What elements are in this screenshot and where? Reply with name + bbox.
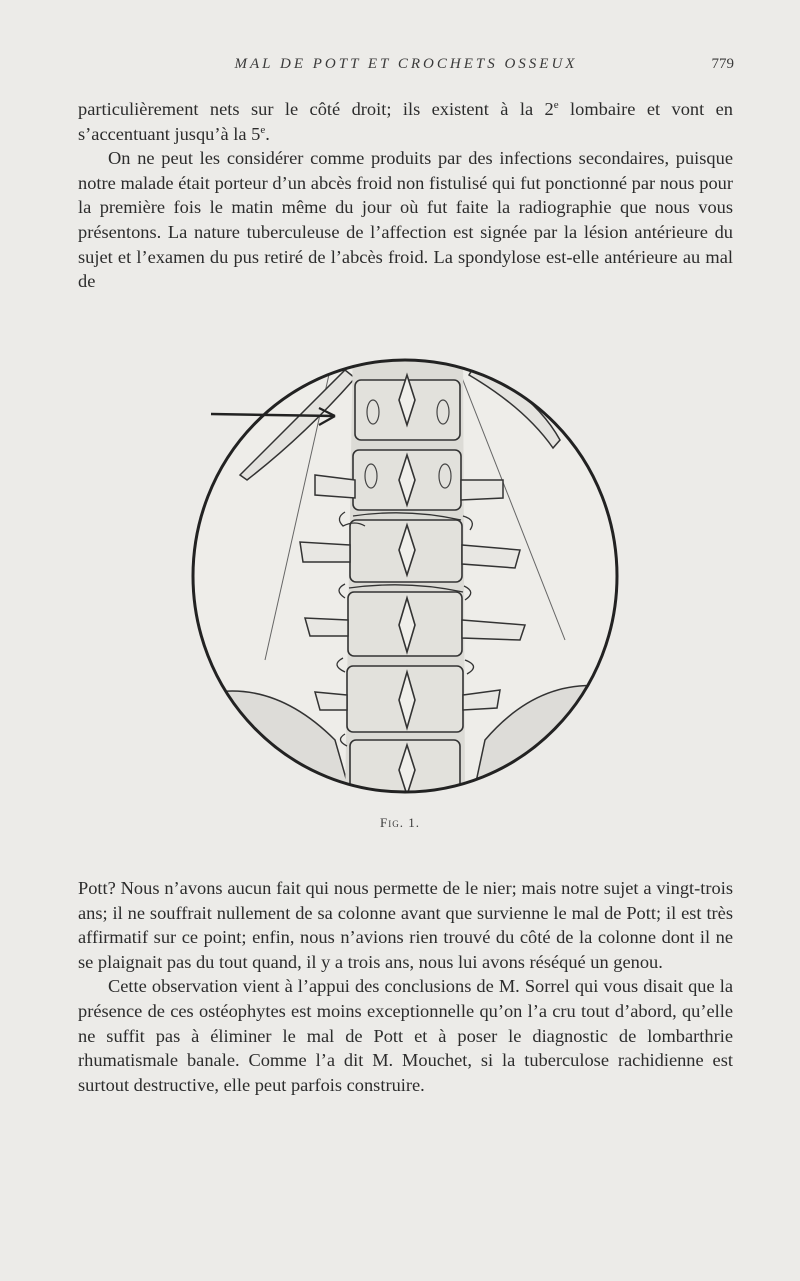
radiograph-field (185, 340, 625, 802)
paragraph: On ne peut les considérer comme produits par des infections secondaires, puisque notre malade était porteur d’un abcès froid non fistulisé qui fut ponctionné par nous pour la première fois le matin même du jour où fut faite la radiographie que nous vous présentons. La nature tuberculeuse de l’affection est signée par la lésion antérieure du sujet et l’examen du pus retiré de l’abcès froid. La spondylose est-elle antérieure au mal de (78, 148, 733, 292)
text-block-bottom (78, 876, 733, 1097)
text-block-top (78, 97, 733, 294)
paragraph-continued: Pott? Nous n’avons aucun fait qui nous permette de le nier; mais notre sujet a vingt-trois ans; il ne souffrait nullement de sa colonne avant que survienne le mal de Pott; il est très affirmatif sur ce point; enfin, nous n’avions rien trouvé du côté de la colonne dont il ne se plaignait pas du tout quand, il y a trois ans, nous lui avons réséqué un genou. (78, 878, 733, 972)
paragraph-text: lombaire et vont en s’accentuant jusqu’à la 5 (78, 99, 733, 144)
paragraph-continued (78, 97, 733, 146)
figure-caption: Fig. 1. (380, 815, 420, 830)
superscript: e (260, 123, 266, 136)
figure-radiograph-drawing (185, 340, 625, 802)
paragraph-text: particulièrement nets sur le côté droit; ils existent à la 2 (78, 99, 554, 119)
paragraph: Cette observation vient à l’appui des conclusions de M. Sorrel qui vous disait que la présence de ces ostéophytes est moins exceptionnelle qu’on l’a cru tout d’abord, qu’elle ne suffit pas à éliminer le mal de Pott et à poser le diagnostic de lombarthrie rhumatismale banale. Comme l’a dit M. Mouchet, si la tuberculose rachidienne est surtout destructive, elle peut parfois construire. (78, 976, 733, 1095)
superscript: e (553, 98, 559, 111)
page-header (78, 56, 734, 80)
running-title: MAL DE POTT ET CROCHETS OSSEUX (234, 56, 578, 72)
paragraph-text: . (265, 123, 270, 144)
spine-illustration (185, 340, 625, 802)
page-number: 779 (711, 56, 734, 72)
